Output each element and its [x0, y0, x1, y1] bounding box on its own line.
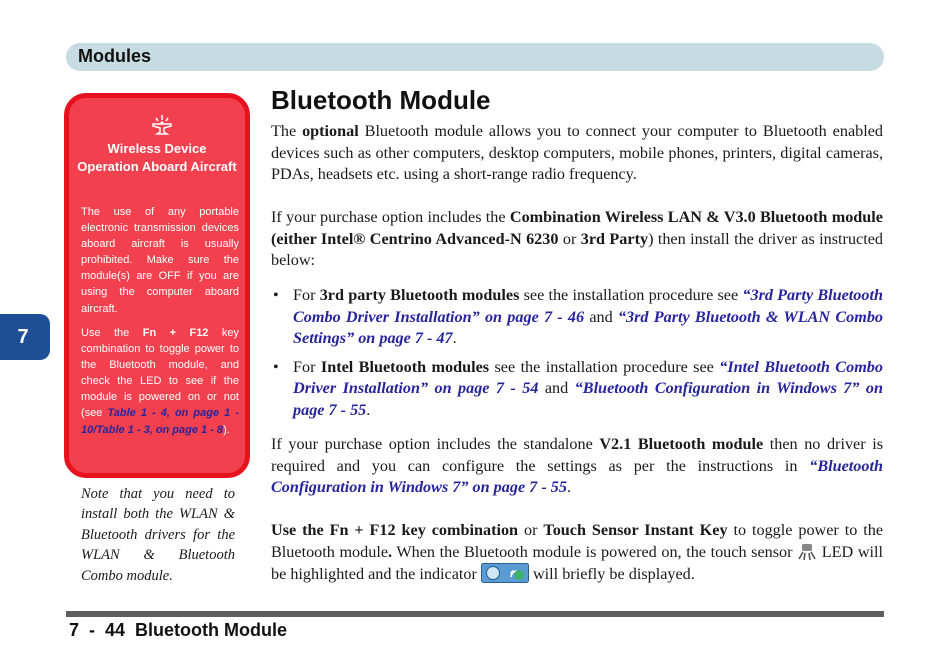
option-paragraph: If your purchase option includes the Combination Wireless LAN & V3.0 Bluetooth module (either Intel® Centrino Advanced-N 6230 or 3rd Party) then install the driver as instructed below:: [271, 208, 883, 270]
chapter-tab[interactable]: 7: [0, 314, 50, 360]
list-item: • For Intel Bluetooth modules see the installation procedure see “Intel Bluetooth Combo Driver Installation” on page 7 - 54 and “Bluetooth Configuration in Windows 7” on page 7 - 55.: [271, 357, 883, 422]
page-link[interactable]: “Bluetooth Configuration in Windows 7” on page 7 - 55: [271, 456, 883, 497]
warning-text: The use of any portable electronic transmission devices aboard aircraft is usually prohibited. Make sure the module(s) are OFF if you are using the computer aboard aircraft.: [81, 206, 239, 315]
page-title: Bluetooth Module: [271, 85, 491, 115]
side-note: Note that you need to install both the WLAN & Bluetooth drivers for the WLAN & Bluetooth Combo module.: [81, 486, 235, 584]
page-link[interactable]: “3rd Party Bluetooth & WLAN Combo Settings” on page 7 - 47: [293, 307, 884, 348]
warning-title: Wireless Device Operation Aboard Aircraft: [77, 141, 237, 174]
bluetooth-led-icon: [797, 543, 817, 561]
bluetooth-indicator-icon: [481, 563, 529, 583]
page-link[interactable]: “Bluetooth Configuration in Windows 7” on page 7 - 55: [293, 379, 884, 419]
warning-key-text: Use the Fn + F12 key combination to toggle power to the Bluetooth module, and check the LED to see if the module is powered on or not (see Table 1 - 4, on page 1 - 10/Table 1 - 3, on page 1 - 8).: [81, 327, 239, 436]
warning-box: [64, 93, 250, 478]
section-title: Modules: [78, 46, 152, 66]
page-footer: 7 - 44 Bluetooth Module: [69, 620, 288, 640]
table-link[interactable]: Table 1 - 4, on page 1 - 10: [81, 407, 239, 436]
table-link[interactable]: Table 1 - 3, on page 1 - 8: [96, 423, 224, 436]
intro-paragraph: The optional Bluetooth module allows you to connect your computer to Bluetooth enabled devices such as other computers, desktop computers, mobile phones, printers, digital cameras, PDAs, headsets etc. using a short-range radio frequency.: [271, 122, 883, 184]
footer-rule: [66, 611, 884, 617]
page-link[interactable]: “Intel Bluetooth Combo Driver Installation” on page 7 - 54: [293, 357, 883, 398]
main-content: [271, 84, 883, 116]
list-item: • For 3rd party Bluetooth modules see the installation procedure see “3rd Party Bluetooth Combo Driver Installation” on page 7 - 46 and “3rd Party Bluetooth & WLAN Combo Settings” on page 7 - 47.: [271, 285, 883, 350]
key-paragraph: Use the Fn + F12 key combination or Touch Sensor Instant Key to toggle power to the Bluetooth module. When the Bluetooth module is powered on, the touch sensor LED will be highlighted and the indicator will briefly be displayed.: [271, 521, 884, 584]
standalone-paragraph: If your purchase option includes the standalone V2.1 Bluetooth module then no driver is required and you can configure the settings as per the instructions in “Bluetooth Configuration in Windows 7” on page 7 - 55.: [271, 435, 883, 497]
page-link[interactable]: “3rd Party Bluetooth Combo Driver Installation” on page 7 - 46: [293, 286, 883, 326]
install-list: [271, 285, 883, 422]
header-bar: [66, 43, 884, 71]
airplane-warning-icon: [147, 112, 177, 136]
